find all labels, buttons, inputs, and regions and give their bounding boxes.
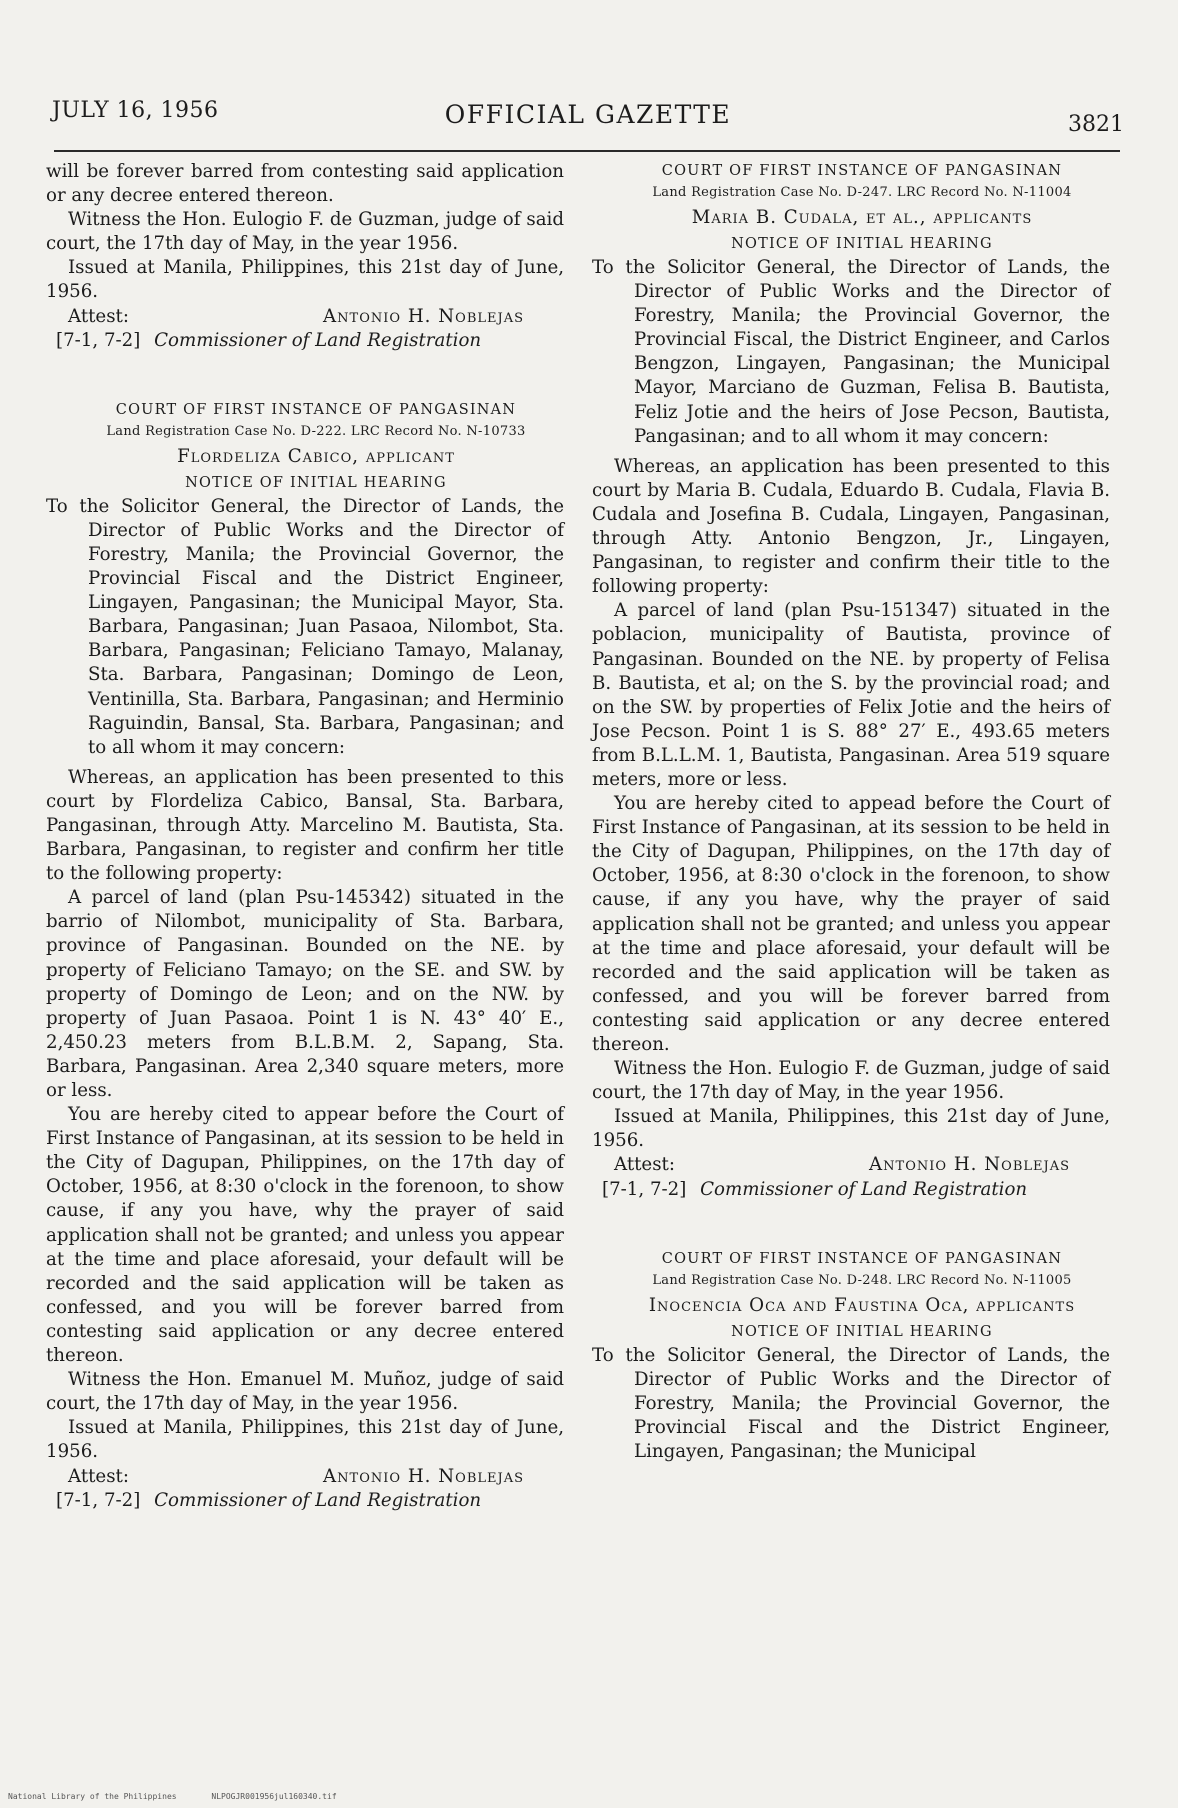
cited-paragraph: You are hereby cited to appear before the Court of First Instance of Pangasinan, at its session to be held in the City of Dagupan, Philippines, on the 17th day of October, 1956, at 8:30 o'clock in the forenoon, to show cause, if any you have, why the prayer of said application shall not be granted; and unless you appear at the time and place aforesaid, your default will be recorded and the said application will be taken as confessed, and you will be forever barred from contesting said application or any decree entered thereon. xyxy=(46,1104,564,1367)
issued-paragraph: Issued at Manila, Philippines, this 21st day of June, 1956. xyxy=(46,257,564,303)
addressees-paragraph: To the Solicitor General, the Director of Lands, the Director of Public Works and the Director of Forestry, Manila; the Provincial Governor, the Provincial Fiscal, the District Engineer, and Carlos Bengzon, Lingayen, Pangasinan; the Municipal Mayor, Marciano de Guzman, Felisa B. Bautista, Feliz Jotie and the heirs of Jose Pecson, Bautista, Pangasinan; and to all whom it may concern: xyxy=(592,257,1110,447)
notice-cabico xyxy=(46,399,564,1513)
applicant-name: Inocencia Oca and Faustina Oca, applicants xyxy=(648,1294,1076,1316)
notice-cudala xyxy=(592,160,1110,1202)
scan-footer xyxy=(8,1792,367,1801)
notice-heading: NOTICE OF INITIAL HEARING xyxy=(185,474,447,491)
witness-paragraph: Witness the Hon. Eulogio F. de Guzman, judge of said court, the 17th day of May, in the year 1956. xyxy=(46,209,564,255)
publication-ref: [7-1, 7-2] xyxy=(56,1489,141,1511)
publication-ref: [7-1, 7-2] xyxy=(56,329,141,351)
addressees-paragraph: To the Solicitor General, the Director of Lands, the Director of Public Works and the Director of Forestry, Manila; the Provincial Governor, the Provincial Fiscal and the District Engineer, Lingayen, Pangasinan; the Municipal Mayor, Sta. Barbara, Pangasinan; Juan Pasaoa, Nilombot, Sta. Barbara, Pangasinan; Feliciano Tamayo, Malanay, Sta. Barbara, Pangasinan; Domingo de Leon, Ventinilla, Sta. Barbara, Pangasinan; and Herminio Raguindin, Bansal, Sta. Barbara, Pangasinan; and to all whom it may concern: xyxy=(46,495,564,758)
applicant-name: Maria B. Cudala, et al., applicants xyxy=(691,207,1033,228)
scan-filename: NLPOGJR001956jul160340.tif xyxy=(211,1792,337,1801)
notice-heading: NOTICE OF INITIAL HEARING xyxy=(731,1323,993,1340)
issued-paragraph: Issued at Manila, Philippines, this 21st day of June, 1956. xyxy=(46,1417,564,1463)
attest-name: Antonio H. Noblejas xyxy=(869,1154,1070,1176)
library-credit: National Library of the Philippines xyxy=(8,1792,177,1801)
attest-name: Antonio H. Noblejas xyxy=(323,305,524,327)
right-column xyxy=(592,160,1110,1464)
signature-line xyxy=(46,1489,564,1513)
publication-ref: [7-1, 7-2] xyxy=(602,1178,687,1200)
issue-date: JULY 16, 1956 xyxy=(52,98,219,123)
signature-line xyxy=(592,1178,1110,1202)
case-number: Land Registration Case No. D-222. LRC Record No. N-10733 xyxy=(106,423,526,439)
parcel-paragraph: A parcel of land (plan Psu-145342) situated in the barrio of Nilombot, municipality of Sta. Barbara, province of Pangasinan. Bounded on the NE. by property of Feliciano Tamayo; on the SE. and SW. by property of Domingo de Leon; and on the NW. by property of Juan Pasaoa. Point 1 is N. 43° 40′ E., 2,450.23 meters from B.L.B.M. 2, Sapang, Sta. Barbara, Pangasinan. Area 2,340 square meters, more or less. xyxy=(46,887,564,1101)
signature-line xyxy=(46,329,564,353)
attest-label: Attest: xyxy=(68,305,129,327)
issued-paragraph: Issued at Manila, Philippines, this 21st day of June, 1956. xyxy=(592,1106,1110,1152)
signatory-title: Commissioner of Land Registration xyxy=(700,1178,1028,1200)
notice-oca xyxy=(592,1248,1110,1464)
attest-line xyxy=(46,1465,564,1489)
whereas-paragraph: Whereas, an application has been presented to this court by Maria B. Cudala, Eduardo B. Cudala, Flavia B. Cudala and Josefina B. Cudala, Lingayen, Pangasinan, through Atty. Antonio Bengzon, Jr., Lingayen, Pangasinan, to register and confirm their title to the following property: xyxy=(592,455,1110,598)
publication-title: OFFICIAL GAZETTE xyxy=(444,100,732,129)
attest-line xyxy=(46,305,564,329)
attest-label: Attest: xyxy=(614,1154,675,1176)
signatory-title: Commissioner of Land Registration xyxy=(154,1489,482,1511)
notice-heading: NOTICE OF INITIAL HEARING xyxy=(731,236,993,252)
page-header xyxy=(52,96,1124,140)
page-number: 3821 xyxy=(1068,112,1124,137)
witness-paragraph: Witness the Hon. Eulogio F. de Guzman, judge of said court, the 17th day of May, in the year 1956. xyxy=(592,1058,1110,1104)
signatory-title: Commissioner of Land Registration xyxy=(154,329,482,351)
left-column xyxy=(46,160,564,1513)
attest-label: Attest: xyxy=(68,1465,129,1487)
attest-line xyxy=(592,1153,1110,1177)
cited-paragraph: You are hereby cited to appead before the Court of First Instance of Pangasinan, at its session to be held in the City of Dagupan, Philippines, on the 17th day of October, 1956, at 8:30 o'clock in the forenoon, to show cause, if any you have, why the prayer of said application shall not be granted; and unless you appear at the time and place aforesaid, your default will be recorded and the said application will be taken as confessed, and you will be forever barred from contesting said application or any decree entered thereon. xyxy=(592,793,1110,1055)
continued-paragraph: will be forever barred from contesting said application or any decree entered thereon. xyxy=(46,161,564,207)
case-number: Land Registration Case No. D-248. LRC Record No. N-11005 xyxy=(652,1272,1072,1288)
court-heading: COURT OF FIRST INSTANCE OF PANGASINAN xyxy=(661,163,1063,179)
addressees-paragraph: To the Solicitor General, the Director of Lands, the Director of Public Works and the Director of Forestry, Manila; the Provincial Governor, the Provincial Fiscal and the District Engineer, Lingayen, Pangasinan; the Municipal xyxy=(592,1344,1110,1463)
header-rule xyxy=(54,150,1120,152)
witness-paragraph: Witness the Hon. Emanuel M. Muñoz, judge of said court, the 17th day of May, in the year 1956. xyxy=(46,1369,564,1415)
court-heading: COURT OF FIRST INSTANCE OF PANGASINAN xyxy=(115,401,517,418)
whereas-paragraph: Whereas, an application has been presented to this court by Flordeliza Cabico, Bansal, Sta. Barbara, Pangasinan, through Atty. Marcelino M. Bautista, Sta. Barbara, Pangasinan, to register and confirm her title to the following property: xyxy=(46,766,564,885)
case-number: Land Registration Case No. D-247. LRC Record No. N-11004 xyxy=(652,185,1072,200)
court-heading: COURT OF FIRST INSTANCE OF PANGASINAN xyxy=(661,1250,1063,1267)
parcel-paragraph: A parcel of land (plan Psu-151347) situated in the poblacion, municipality of Bautista, province of Pangasinan. Bounded on the NE. by property of Felisa B. Bautista, et al; on the S. by the provincial road; and on the SW. by properties of Felix Jotie and the heirs of Jose Pecson. Point 1 is S. 88° 27′ E., 493.65 meters from B.L.L.M. 1, Bautista, Pangasinan. Area 519 square meters, more or less. xyxy=(592,600,1110,790)
applicant-name: Flordeliza Cabico, applicant xyxy=(177,445,455,467)
attest-name: Antonio H. Noblejas xyxy=(323,1465,524,1487)
